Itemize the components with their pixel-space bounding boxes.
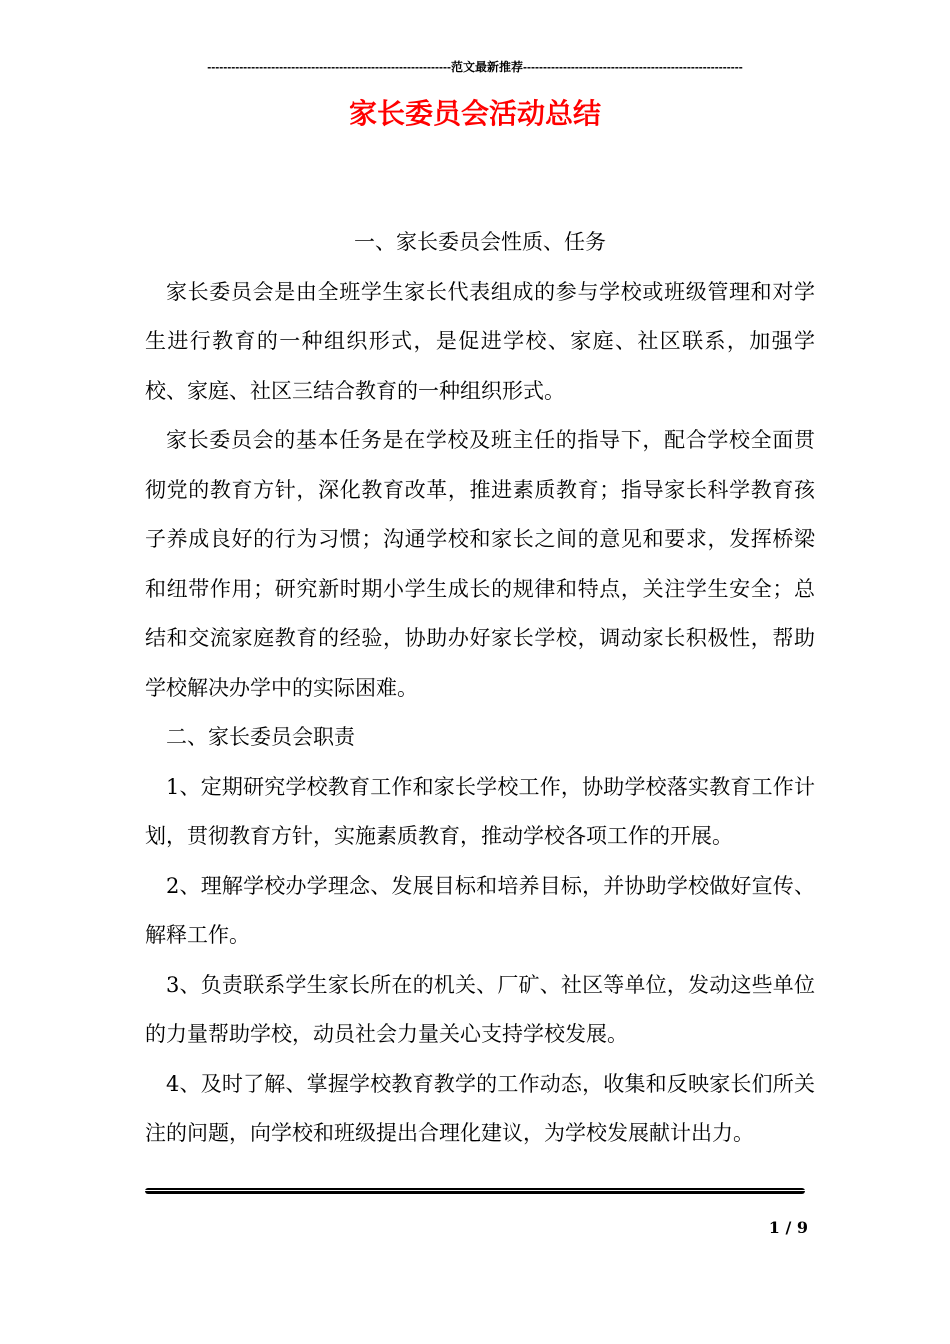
footer-divider [145, 1188, 805, 1194]
section-heading-1: 一、家长委员会性质、任务 [354, 230, 606, 254]
paragraph: 家长委员会是由全班学生家长代表组成的参与学校或班级管理和对学生进行教育的一种组织形式，是促进学校、家庭、社区联系，加强学校、家庭、社区三结合教育的一种组织形式。 [145, 279, 815, 403]
paragraph: 家长委员会的基本任务是在学校及班主任的指导下，配合学校全面贯彻党的教育方针，深化教育改革，推进素质教育；指导家长科学教育孩子养成良好的行为习惯；沟通学校和家长之间的意见和要求，发挥桥梁和纽带作用；研究新时期小学生成长的规律和特点，关注学生安全；总结和交流家庭教育的经验，协助办好家长学校，调动家长积极性，帮助学校解决办学中的实际困难。 [145, 428, 815, 700]
paragraph: 4、及时了解、掌握学校教育教学的工作动态，收集和反映家长们所关注的问题，向学校和班级提出合理化建议，为学校发展献计出力。 [145, 1071, 815, 1145]
page-header: -------------------------------------------------------------范文最新推荐------------------------------------------------------- [207, 60, 743, 74]
document-body [145, 218, 815, 1159]
page-number: 1 / 9 [768, 1218, 808, 1237]
section-heading-2: 二、家长委员会职责 [166, 725, 355, 749]
paragraph: 3、负责联系学生家长所在的机关、厂矿、社区等单位，发动这些单位的力量帮助学校，动员社会力量关心支持学校发展。 [145, 972, 815, 1046]
paragraph: 1、定期研究学校教育工作和家长学校工作，协助学校落实教育工作计划，贯彻教育方针，实施素质教育，推动学校各项工作的开展。 [145, 774, 815, 848]
document-title: 家长委员会活动总结 [348, 97, 601, 130]
paragraph: 2、理解学校办学理念、发展目标和培养目标，并协助学校做好宣传、解释工作。 [145, 873, 815, 947]
